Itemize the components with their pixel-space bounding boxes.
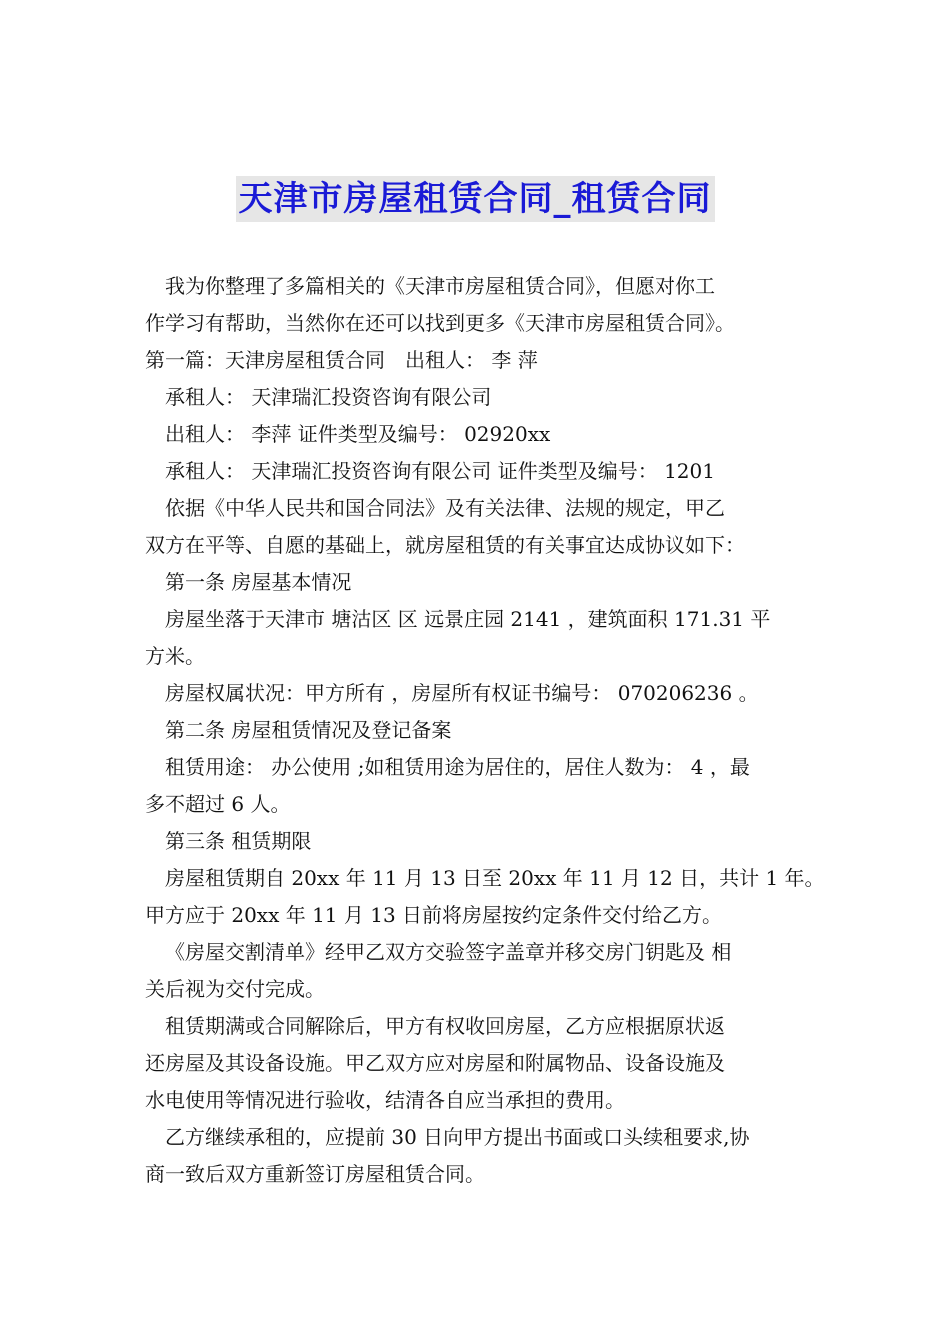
text-line: 乙方继续承租的，应提前 30 日向甲方提出书面或口头续租要求,协 [165, 1125, 750, 1149]
text-line: 租赁期满或合同解除后，甲方有权收回房屋，乙方应根据原状返 [165, 1014, 725, 1038]
text-line: 承租人： 天津瑞汇投资咨询有限公司 证件类型及编号： 1201 [165, 459, 715, 483]
text-line: 还房屋及其设备设施。甲乙双方应对房屋和附属物品、设备设施及 [145, 1051, 725, 1075]
text-line: 方米。 [145, 644, 205, 668]
text-line: 第一篇：天津房屋租赁合同 出租人： 李 萍 [145, 348, 538, 372]
page-title: 天津市房屋租赁合同_租赁合同 [236, 176, 715, 222]
text-line: 出租人： 李萍 证件类型及编号： 02920xx [165, 422, 551, 446]
text-line: 依据《中华人民共和国合同法》及有关法律、法规的规定，甲乙 [165, 496, 725, 520]
text-line: 第二条 房屋租赁情况及登记备案 [165, 718, 452, 742]
text-line: 作学习有帮助，当然你在还可以找到更多《天津市房屋租赁合同》。 [145, 311, 735, 335]
text-line: 多不超过 6 人。 [145, 792, 291, 816]
text-line: 房屋权属状况：甲方所有 ，房屋所有权证书编号： 070206236 。 [165, 681, 759, 705]
text-line: 我为你整理了多篇相关的《天津市房屋租赁合同》，但愿对你工 [165, 274, 715, 298]
text-line: 关后视为交付完成。 [145, 977, 325, 1001]
text-line: 第一条 房屋基本情况 [165, 570, 352, 594]
text-line: 商一致后双方重新签订房屋租赁合同。 [145, 1162, 485, 1186]
text-line: 房屋坐落于天津市 塘沽区 区 远景庄园 2141 ，建筑面积 171.31 平 [165, 607, 771, 631]
text-line: 甲方应于 20xx 年 11 月 13 日前将房屋按约定条件交付给乙方。 [145, 903, 723, 927]
text-line: 双方在平等、自愿的基础上，就房屋租赁的有关事宜达成协议如下： [145, 533, 745, 557]
document-body [145, 268, 825, 1193]
text-line: 水电使用等情况进行验收，结清各自应当承担的费用。 [145, 1088, 625, 1112]
text-line: 第三条 租赁期限 [165, 829, 312, 853]
text-line: 《房屋交割清单》经甲乙双方交验签字盖章并移交房门钥匙及 相 [165, 940, 732, 964]
title-container [0, 176, 950, 222]
text-line: 租赁用途： 办公使用 ;如租赁用途为居住的，居住人数为： 4 ，最 [165, 755, 750, 779]
text-line: 房屋租赁期自 20xx 年 11 月 13 日至 20xx 年 11 月 12 日，共计 1 年。 [165, 866, 825, 890]
text-line: 承租人： 天津瑞汇投资咨询有限公司 [165, 385, 492, 409]
